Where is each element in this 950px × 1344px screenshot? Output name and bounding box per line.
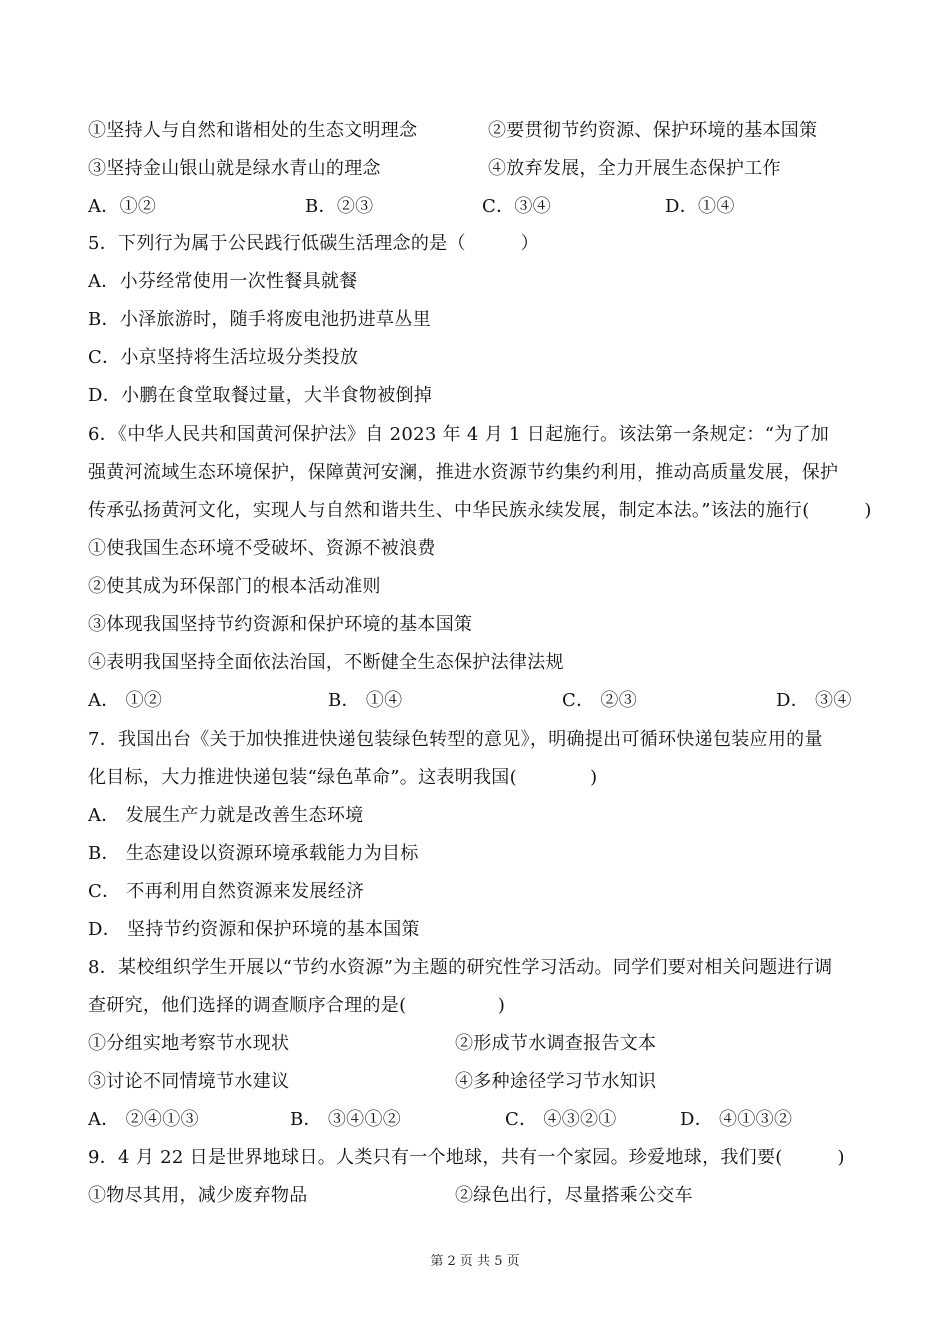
q5-option-c: C．小京坚持将生活垃圾分类投放 — [88, 347, 359, 368]
q8-choice-c: C． ④③②① — [505, 1109, 617, 1130]
q9-stem: 9．4 月 22 日是世界地球日。人类只有一个地球，共有一个家园。珍爱地球，我们要( ) — [88, 1147, 845, 1168]
q6-item-4: ④表明我国坚持全面依法治国，不断健全生态保护法律法规 — [88, 652, 564, 673]
q5-stem: 5．下列行为属于公民践行低碳生活理念的是（ ） — [88, 233, 539, 254]
q6-stem-line-1: 6．《中华人民共和国黄河保护法》自 2023 年 4 月 1 日起施行。该法第一条规定：“为了加 — [88, 424, 830, 445]
q4-option-4: ④放弃发展，全力开展生态保护工作 — [488, 158, 781, 179]
q4-option-1: ①坚持人与自然和谐相处的生态文明理念 — [88, 120, 418, 141]
q4-option-2: ②要贯彻节约资源、保护环境的基本国策 — [488, 120, 818, 141]
q6-item-1: ①使我国生态环境不受破坏、资源不被浪费 — [88, 538, 436, 559]
q7-option-a: A． 发展生产力就是改善生态环境 — [88, 805, 364, 826]
q8-option-3: ③讨论不同情境节水建议 — [88, 1071, 290, 1092]
q8-choice-d: D． ④①③② — [680, 1109, 793, 1130]
q6-item-3: ③体现我国坚持节约资源和保护环境的基本国策 — [88, 614, 473, 635]
page-footer: 第 2 页 共 5 页 — [430, 1254, 520, 1269]
q5-option-b: B．小泽旅游时，随手将废电池扔进草丛里 — [88, 309, 431, 330]
q8-stem-line-2: 查研究，他们选择的调查顺序合理的是( ) — [88, 995, 506, 1016]
q6-stem-line-2: 强黄河流域生态环境保护，保障黄河安澜，推进水资源节约集约利用，推动高质量发展，保护 — [88, 462, 839, 483]
q8-option-2: ②形成节水调查报告文本 — [455, 1033, 657, 1054]
q6-choice-a: A． ①② — [88, 690, 163, 711]
q8-stem-line-1: 8．某校组织学生开展以“节约水资源”为主题的研究性学习活动。同学们要对相关问题进行调 — [88, 957, 833, 978]
q8-choice-a: A． ②④①③ — [88, 1109, 199, 1130]
q7-stem-line-2: 化目标，大力推进快递包装“绿色革命”。这表明我国( ) — [88, 767, 598, 788]
q7-option-c: C． 不再利用自然资源来发展经济 — [88, 881, 365, 902]
q4-choice-d: D．①④ — [665, 196, 735, 217]
q5-option-d: D．小鹏在食堂取餐过量，大半食物被倒掉 — [88, 385, 433, 406]
q8-option-4: ④多种途径学习节水知识 — [455, 1071, 657, 1092]
q7-stem-line-1: 7．我国出台《关于加快推进快递包装绿色转型的意见》，明确提出可循环快递包装应用的量 — [88, 729, 823, 750]
q5-option-a: A．小芬经常使用一次性餐具就餐 — [88, 271, 358, 292]
q8-option-1: ①分组实地考察节水现状 — [88, 1033, 290, 1054]
q6-choice-c: C． ②③ — [562, 690, 637, 711]
q6-item-2: ②使其成为环保部门的根本活动准则 — [88, 576, 381, 597]
q4-choice-a: A．①② — [88, 196, 157, 217]
q8-choice-b: B． ③④①② — [290, 1109, 402, 1130]
q7-option-d: D． 坚持节约资源和保护环境的基本国策 — [88, 919, 420, 940]
q7-option-b: B． 生态建设以资源环境承载能力为目标 — [88, 843, 419, 864]
q9-option-1: ①物尽其用，减少废弃物品 — [88, 1185, 308, 1206]
q6-stem-line-3: 传承弘扬黄河文化，实现人与自然和谐共生、中华民族永续发展，制定本法。”该法的施行( ) — [88, 500, 872, 521]
q4-option-3: ③坚持金山银山就是绿水青山的理念 — [88, 158, 381, 179]
q6-choice-b: B． ①④ — [328, 690, 403, 711]
q9-option-2: ②绿色出行，尽量搭乘公交车 — [455, 1185, 693, 1206]
q6-choice-d: D． ③④ — [776, 690, 852, 711]
q4-choice-b: B．②③ — [305, 196, 374, 217]
q4-choice-c: C．③④ — [482, 196, 551, 217]
